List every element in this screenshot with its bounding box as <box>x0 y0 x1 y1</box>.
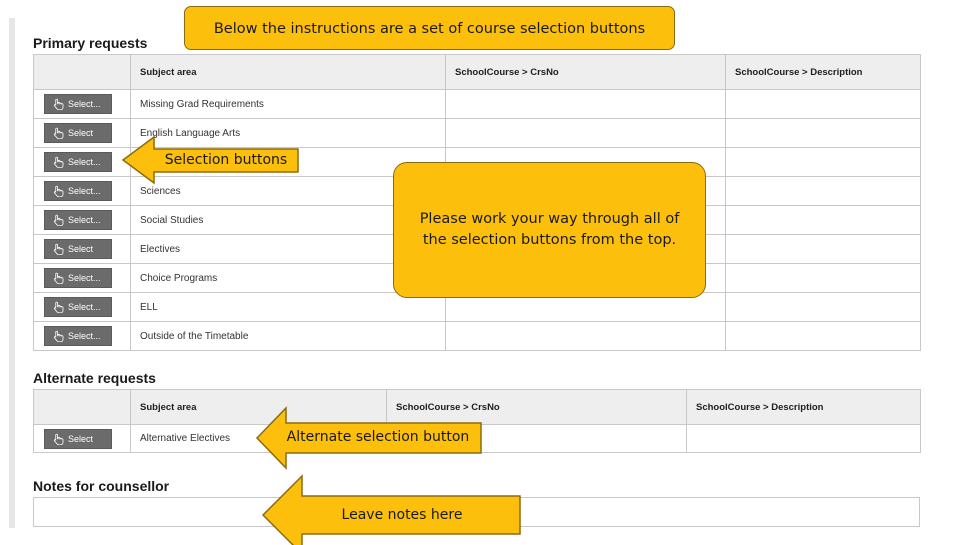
crsno-cell <box>446 90 726 119</box>
hand-pointer-icon <box>53 214 64 226</box>
hand-pointer-icon <box>53 185 64 197</box>
select-cell <box>34 206 131 235</box>
select-button[interactable] <box>44 239 112 259</box>
table-row <box>34 90 921 119</box>
select-button-label: Select... <box>68 302 101 312</box>
subject-area-cell: Choice Programs <box>131 264 446 293</box>
header-blank-cell <box>34 55 131 90</box>
select-button[interactable] <box>44 123 112 143</box>
crsno-cell <box>446 322 726 351</box>
description-cell <box>726 264 921 293</box>
callout-work-line-1: Please work your way through all of <box>419 211 680 227</box>
select-cell <box>34 322 131 351</box>
select-cell <box>34 235 131 264</box>
select-button-label: Select... <box>68 273 101 283</box>
hand-pointer-icon <box>53 127 64 139</box>
callout-notes-label: Leave notes here <box>341 507 463 523</box>
crsno-cell <box>446 119 726 148</box>
hand-pointer-icon <box>53 98 64 110</box>
description-cell <box>687 425 921 453</box>
subject-area-cell: Social Studies <box>131 206 446 235</box>
select-button[interactable] <box>44 152 112 172</box>
primary-requests-title: Primary requests <box>33 35 148 51</box>
select-button[interactable] <box>44 326 112 346</box>
header-subject-area: Subject area <box>131 55 446 90</box>
subject-area-cell: Missing Grad Requirements <box>131 90 446 119</box>
callout-work-through <box>393 162 706 298</box>
hand-pointer-icon <box>53 433 64 445</box>
header-blank-cell <box>34 390 131 425</box>
header-crsno: SchoolCourse > CrsNo <box>446 55 726 90</box>
select-button-label: Select <box>68 244 94 254</box>
description-cell <box>726 119 921 148</box>
callout-work-line-2: the selection buttons from the top. <box>422 232 677 248</box>
subject-area-cell: English Language Arts <box>131 119 446 148</box>
select-button[interactable] <box>44 268 112 288</box>
subject-area-cell: Alternative Electives <box>131 425 387 453</box>
header-description: SchoolCourse > Description <box>726 55 921 90</box>
select-button-label: Select... <box>68 99 101 109</box>
hand-pointer-icon <box>53 301 64 313</box>
select-button[interactable] <box>44 210 112 230</box>
select-button-label: Select... <box>68 331 101 341</box>
select-cell <box>34 148 131 177</box>
primary-header-row <box>34 55 921 90</box>
subject-area-cell: Outside of the Timetable <box>131 322 446 351</box>
select-cell <box>34 119 131 148</box>
subject-area-cell: ELL <box>131 293 446 322</box>
page-left-border <box>9 18 15 528</box>
select-button-label: Select... <box>68 215 101 225</box>
select-button[interactable] <box>44 94 112 114</box>
select-button[interactable] <box>44 297 112 317</box>
description-cell <box>726 90 921 119</box>
description-cell <box>726 206 921 235</box>
description-cell <box>726 322 921 351</box>
select-cell <box>34 90 131 119</box>
select-cell <box>34 425 131 453</box>
select-cell <box>34 264 131 293</box>
hand-pointer-icon <box>53 330 64 342</box>
header-description: SchoolCourse > Description <box>687 390 921 425</box>
select-button[interactable] <box>44 429 112 449</box>
description-cell <box>726 293 921 322</box>
select-button-label: Select <box>68 128 94 138</box>
header-subject-area: Subject area <box>131 390 387 425</box>
subject-area-cell: Electives <box>131 235 446 264</box>
hand-pointer-icon <box>53 156 64 168</box>
description-cell <box>726 177 921 206</box>
description-cell <box>726 235 921 264</box>
select-cell <box>34 293 131 322</box>
callout-alternate-label: Alternate selection button <box>286 429 470 445</box>
callout-instructions: Below the instructions are a set of course selection buttons <box>184 6 675 50</box>
header-crsno: SchoolCourse > CrsNo <box>387 390 687 425</box>
notes-title: Notes for counsellor <box>33 478 170 494</box>
table-row <box>34 322 921 351</box>
subject-area-cell: Sciences <box>131 177 446 206</box>
select-button-label: Select <box>68 433 94 444</box>
callout-selection-label: Selection buttons <box>164 152 288 168</box>
hand-pointer-icon <box>53 272 64 284</box>
description-cell <box>726 148 921 177</box>
hand-pointer-icon <box>53 243 64 255</box>
alternate-requests-title: Alternate requests <box>33 370 156 386</box>
select-button-label: Select... <box>68 157 101 167</box>
select-button[interactable] <box>44 181 112 201</box>
select-cell <box>34 177 131 206</box>
select-button-label: Select... <box>68 186 101 196</box>
